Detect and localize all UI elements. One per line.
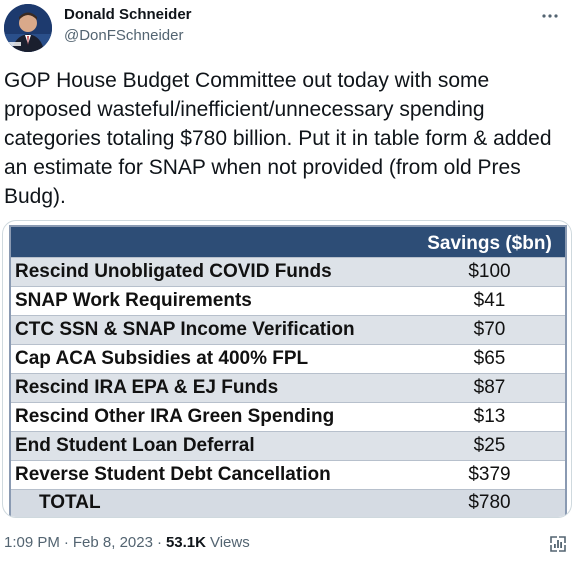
table-row [10,402,566,431]
table-header-name [10,226,414,257]
tweet-text: GOP House Budget Committee out today with some proposed wasteful/inefficient/unnecessary spending categories totaling $780 billion. Put it in table form & added an estimate for SNAP when not provided (from old Pres Budg). [4,69,558,208]
author-name[interactable]: Donald Schneider [64,6,192,23]
more-options-button[interactable] [538,6,562,26]
row-value: $87 [414,373,566,402]
row-label: Cap ACA Subsidies at 400% FPL [10,344,414,373]
row-label: Reverse Student Debt Cancellation [10,460,414,489]
table-row [10,315,566,344]
views-label: Views [209,534,250,551]
table-row [10,460,566,489]
row-label: SNAP Work Requirements [10,286,414,315]
row-label: Rescind Unobligated COVID Funds [10,257,414,286]
table-row [10,257,566,286]
row-label: Rescind IRA EPA & EJ Funds [10,373,414,402]
row-value: $70 [414,315,566,344]
table-row [10,431,566,460]
tweet-date[interactable]: Feb 8, 2023 [72,534,153,551]
views-count: 53.1K [165,534,206,551]
author-handle[interactable]: @DonFSchneider [64,27,184,44]
row-label: End Student Loan Deferral [10,431,414,460]
total-value: $780 [414,489,566,518]
row-value: $379 [414,460,566,489]
tweet-time[interactable]: 1:09 PM [4,534,60,551]
table-row [10,286,566,315]
meta-separator: · [156,534,162,551]
budget-table [9,225,567,518]
row-value: $100 [414,257,566,286]
tweet-image[interactable] [2,220,572,518]
analytics-button[interactable] [548,534,568,554]
more-horizontal-icon [541,13,559,19]
row-value: $13 [414,402,566,431]
table-row [10,344,566,373]
table-total-row [10,489,566,518]
analytics-icon [549,535,567,553]
table-header-row [10,226,566,257]
row-value: $25 [414,431,566,460]
table-row [10,373,566,402]
table-header-savings: Savings ($bn) [414,226,566,257]
row-value: $41 [414,286,566,315]
tweet-meta [4,534,250,551]
meta-separator: · [63,534,69,551]
row-label: Rescind Other IRA Green Spending [10,402,414,431]
total-label: TOTAL [10,489,414,518]
row-label: CTC SSN & SNAP Income Verification [10,315,414,344]
avatar[interactable] [4,4,52,52]
row-value: $65 [414,344,566,373]
